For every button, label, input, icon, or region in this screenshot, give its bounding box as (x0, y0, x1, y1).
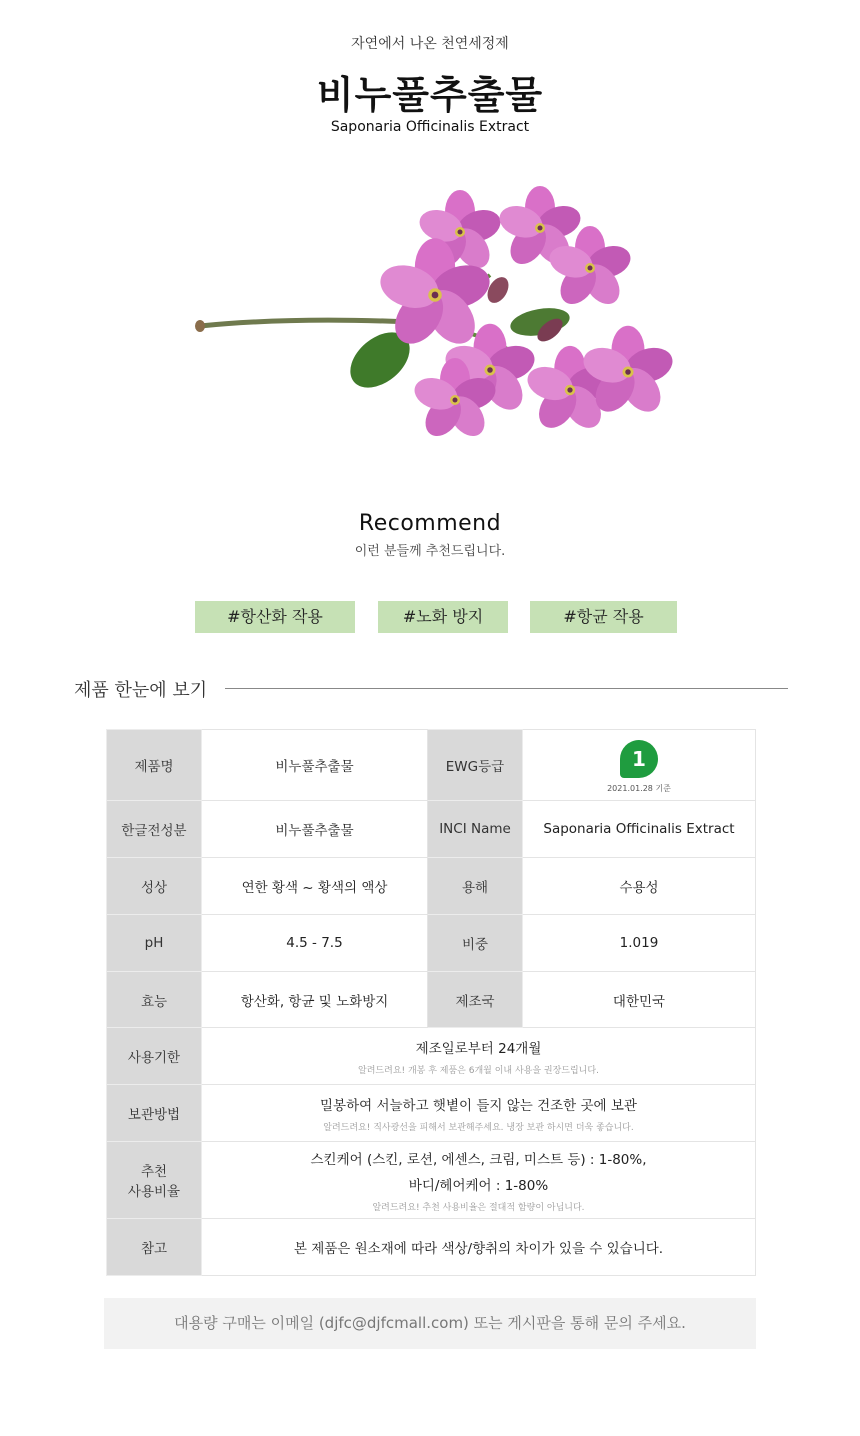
table-row (107, 801, 756, 858)
effect-label: 효능 (107, 972, 202, 1028)
gravity-label: 비중 (428, 915, 523, 972)
country-label: 제조국 (428, 972, 523, 1028)
property-label: 성상 (107, 858, 202, 915)
ewg-date: 2021.01.28 기준 (607, 784, 671, 793)
reference-label: 참고 (107, 1219, 202, 1276)
ratio-value-skincare: 스킨케어 (스킨, 로션, 에센스, 크림, 미스트 등) : 1-80%, (310, 1151, 647, 1168)
solubility-label: 용해 (428, 858, 523, 915)
ph-label: pH (107, 915, 202, 972)
section-title: 제품 한눈에 보기 (74, 680, 208, 701)
tag-anti-aging: #노화 방지 (378, 601, 508, 633)
product-name-label: 제품명 (107, 730, 202, 801)
storage-note: 알려드려요! 직사광선을 피해서 보관해주세요. 냉장 보관 하시면 더욱 좋습니다. (323, 1122, 634, 1133)
property-value: 연한 황색 ~ 황색의 액상 (202, 858, 428, 915)
table-row (107, 1219, 756, 1276)
table-row (107, 915, 756, 972)
gravity-value: 1.019 (523, 915, 756, 972)
ratio-label-line2: 사용비율 (127, 1184, 181, 1200)
recommend-title: Recommend (358, 511, 502, 536)
expiry-label: 사용기한 (107, 1028, 202, 1085)
section-divider (225, 688, 788, 689)
ratio-label-line1: 추천 (140, 1164, 168, 1180)
bulk-purchase-notice: 대용량 구매는 이메일 (djfc@djfcmall.com) 또는 게시판을 통해 문의 주세요. (104, 1298, 756, 1349)
product-subtitle: 자연에서 나온 천연세정제 (351, 36, 509, 52)
table-row (107, 1142, 756, 1219)
product-name-value: 비누풀추출물 (202, 730, 428, 801)
saponaria-flower-image (190, 180, 690, 460)
tag-antioxidant: #항산화 작용 (195, 601, 355, 633)
ratio-cell (202, 1142, 756, 1219)
product-title: 비누풀추출물 (316, 73, 544, 117)
ratio-note: 알려드려요! 추천 사용비율은 절대적 함량이 아닙니다. (372, 1202, 585, 1213)
expiry-value: 제조일로부터 24개월 (415, 1040, 542, 1057)
table-row (107, 858, 756, 915)
table-row (107, 1085, 756, 1142)
reference-value: 본 제품은 원소재에 따라 색상/향취의 차이가 있을 수 있습니다. (202, 1219, 756, 1276)
table-row (107, 1028, 756, 1085)
ratio-value-body: 바디/헤어케어 : 1-80% (408, 1177, 549, 1194)
storage-value: 밀봉하여 서늘하고 햇볕이 들지 않는 건조한 곳에 보관 (320, 1097, 637, 1114)
table-row (107, 730, 756, 801)
ewg-cell (523, 730, 756, 801)
ewg-grade-badge: 1 (620, 740, 658, 778)
korean-name-label: 한글전성분 (107, 801, 202, 858)
ewg-label: EWG등급 (428, 730, 523, 801)
recommend-subtitle: 이런 분들께 추천드립니다. (354, 544, 506, 559)
effect-value: 항산화, 항균 및 노화방지 (202, 972, 428, 1028)
product-spec-table (106, 729, 756, 1276)
product-latin-name: Saponaria Officinalis Extract (330, 119, 530, 135)
tag-antibacterial: #항균 작용 (530, 601, 677, 633)
korean-name-value: 비누풀추출물 (202, 801, 428, 858)
table-row (107, 972, 756, 1028)
inci-label: INCI Name (428, 801, 523, 858)
ph-value: 4.5 - 7.5 (202, 915, 428, 972)
expiry-cell (202, 1028, 756, 1085)
inci-value: Saponaria Officinalis Extract (523, 801, 756, 858)
country-value: 대한민국 (523, 972, 756, 1028)
expiry-note: 알려드려요! 개봉 후 제품은 6개월 이내 사용을 권장드립니다. (358, 1065, 599, 1076)
ratio-label-cell (107, 1142, 202, 1219)
storage-label: 보관방법 (107, 1085, 202, 1142)
solubility-value: 수용성 (523, 858, 756, 915)
storage-cell (202, 1085, 756, 1142)
